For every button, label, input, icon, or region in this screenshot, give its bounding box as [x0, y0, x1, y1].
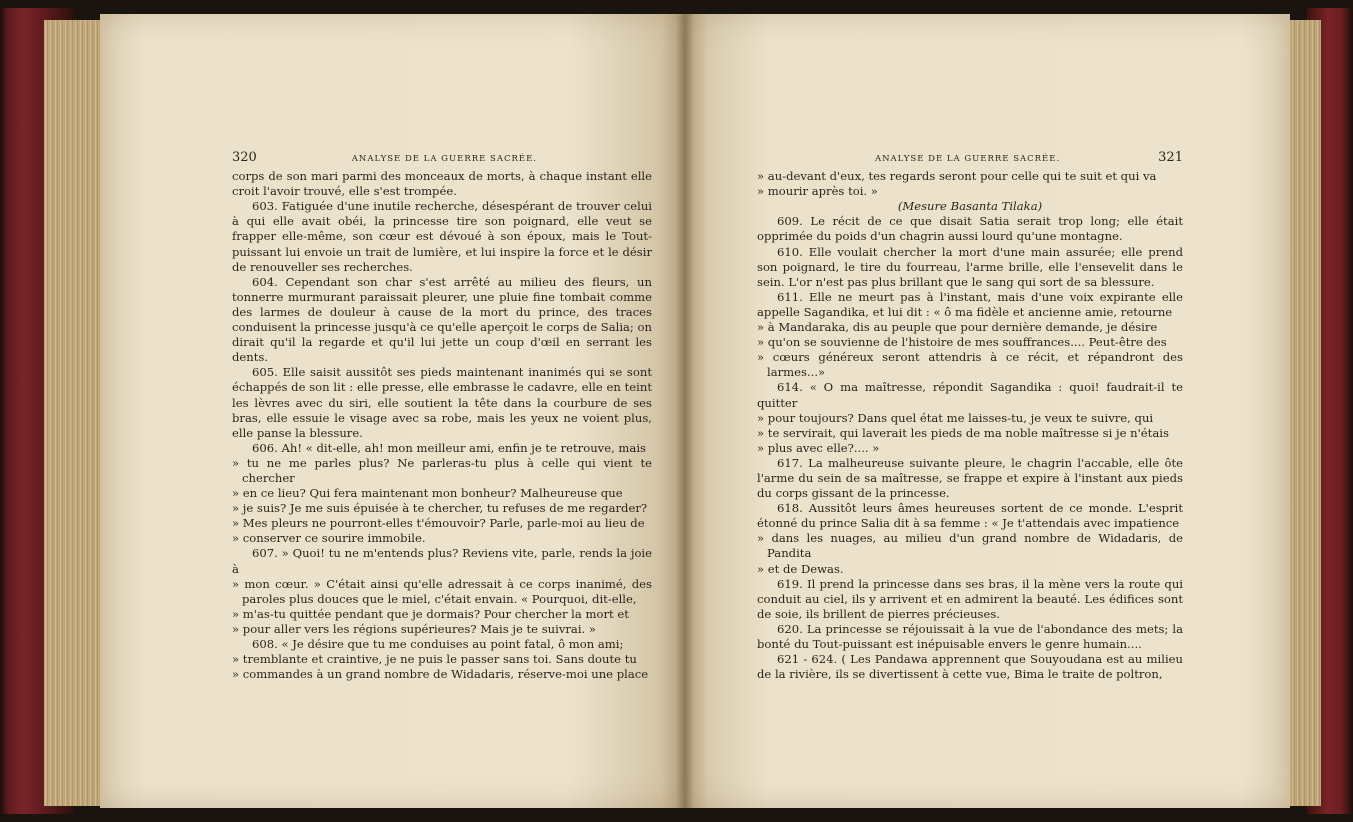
left-page-text	[232, 150, 652, 682]
paragraph: » m'as-tu quittée pendant que je dormais? Pour chercher la mort et	[232, 606, 629, 621]
paragraph: » en ce lieu? Qui fera maintenant mon bonheur? Malheureuse que	[232, 486, 623, 501]
paragraph: 609. Le récit de ce que disait Satia serait trop long; elle était opprimée du poids d'un chagrin aussi lourd qu'une montagne.	[757, 214, 1183, 244]
paragraph: » à Mandaraka, dis au peuple que pour dernière demande, je désire	[757, 320, 1158, 335]
right-page-text	[757, 150, 1183, 682]
left-page-body	[232, 169, 652, 682]
page-number: 321	[1158, 150, 1183, 165]
paragraph: 607. » Quoi! tu ne m'entends plus? Reviens vite, parle, rends la joie à	[232, 546, 652, 576]
paragraph: » tu ne me parles plus? Ne parleras-tu plus à celle qui vient te chercher	[232, 455, 652, 485]
paragraph: » qu'on se souvienne de l'histoire de mes souffrances.... Peut-être des	[757, 335, 1167, 350]
paragraph: » cœurs généreux seront attendris à ce récit, et répandront des larmes...»	[757, 350, 1183, 380]
paragraph: 610. Elle voulait chercher la mort d'une main assurée; elle prend son poignard, le tire du fourreau, l'arme brille, elle l'ensevelit dans le sein. L'or n'est pas plus brillant que le sang qui sort de sa blessure.	[757, 244, 1183, 289]
paragraph: » je suis? Je me suis épuisée à te chercher, tu refuses de me regarder?	[232, 501, 648, 516]
paragraph: 603. Fatiguée d'une inutile recherche, désespérant de trouver celui à qui elle avait obéi, la princesse tire son poignard, elle veut se frapper elle-même, son cœur est dévoué à son époux, mais le Tout-puissant lui envoie un trait de lumière, et lui inspire la force et le désir de renouveller ses recherches.	[232, 199, 652, 274]
paragraph: 619. Il prend la princesse dans ses bras, il la mène vers la route qui conduit au ciel, ils y arrivent et en admirent la beauté. Les édifices sont de soie, ils brillent de pierres précieuses.	[757, 576, 1183, 621]
paragraph: » te servirait, qui laverait les pieds de ma noble maîtresse si je n'étais	[757, 425, 1169, 440]
paragraph: » mon cœur. » C'était ainsi qu'elle adressait à ce corps inanimé, des paroles plus douces que le miel, c'était envain. « Pourquoi, dit-elle,	[232, 576, 652, 606]
paragraph: 605. Elle saisit aussitôt ses pieds maintenant inanimés qui se sont échappés de son lit : elle presse, elle embrasse le cadavre, elle en teint les lèvres avec du siri, elle soutient la tête dans la courbure de ses bras, elle essuie le visage avec sa robe, mais les yeux ne voient plus, elle panse la blessure.	[232, 365, 652, 440]
paragraph: » au-devant d'eux, tes regards seront pour celle qui te suit et qui va	[757, 169, 1157, 184]
paragraph: 617. La malheureuse suivante pleure, le chagrin l'accable, elle ôte l'arme du sein de sa maîtresse, se frappe et expire à l'instant aux pieds du corps gissant de la princesse.	[757, 455, 1183, 501]
paragraph: 608. « Je désire que tu me conduises au point fatal, ô mon ami;	[252, 637, 624, 651]
book-gutter	[676, 14, 694, 808]
paragraph: » commandes à un grand nombre de Widadaris, réserve-moi une place	[232, 667, 649, 682]
paragraph: 614. « O ma maîtresse, répondit Sagandika : quoi! faudrait-il te quitter	[757, 380, 1183, 410]
paragraph: » plus avec elle?.... »	[757, 440, 880, 455]
running-head: ANALYSE DE LA GUERRE SACRÉE.	[351, 154, 538, 164]
paragraph: » tremblante et craintive, je ne puis le passer sans toi. Sans doute tu	[232, 652, 637, 667]
paragraph: » mourir après toi. »	[757, 184, 878, 199]
paragraph: 620. La princesse se réjouissait à la vue de l'abondance des mets; la bonté du Tout-puissant est inépuisable envers le genre humain....	[757, 621, 1183, 651]
paragraph: corps de son mari parmi des monceaux de morts, à chaque instant elle croit l'avoir trouvé, elle s'est trompée.	[232, 169, 652, 199]
running-head: ANALYSE DE LA GUERRE SACRÉE.	[874, 154, 1061, 164]
paragraph: » pour aller vers les régions supérieures? Mais je te suivrai. »	[232, 621, 597, 636]
paragraph: » dans les nuages, au milieu d'un grand nombre de Widadaris, de Pandita	[757, 531, 1183, 561]
right-page-header	[757, 150, 1183, 167]
paragraph: 611. Elle ne meurt pas à l'instant, mais d'une voix expirante elle appelle Sagandika, et lui dit : « ô ma fidèle et ancienne amie, retourne	[757, 289, 1183, 319]
paragraph: » Mes pleurs ne pourront-elles t'émouvoir? Parle, parle-moi au lieu de	[232, 516, 645, 531]
left-page-header	[232, 150, 652, 167]
paragraph: 606. Ah! « dit-elle, ah! mon meilleur ami, enfin je te retrouve, mais	[252, 440, 647, 455]
paragraph: (Mesure Basanta Tilaka)	[897, 199, 1043, 214]
paragraph: » et de Dewas.	[757, 561, 844, 576]
paragraph: 621 - 624. ( Les Pandawa apprennent que Souyoudana est au milieu de la rivière, ils se divertissent à cette vue, Bima le traite de poltron,	[757, 652, 1183, 682]
left-page-edges	[44, 20, 106, 806]
paragraph: » conserver ce sourire immobile.	[232, 531, 426, 546]
paragraph: 618. Aussitôt leurs âmes heureuses sortent de ce monde. L'esprit étonné du prince Salia dit à sa femme : « Je t'attendais avec impatience	[757, 501, 1183, 531]
paragraph: 604. Cependant son char s'est arrêté au milieu des fleurs, un tonnerre murmurant paraissait pleurer, une pluie fine tombait comme des larmes de douleur à cause de la mort du prince, des traces conduisent la princesse jusqu'à ce qu'elle aperçoit le corps de Salia; on dirait qu'il la regarde et qu'il lui jette un coup d'œil en serrant les dents.	[232, 274, 652, 365]
page-number: 320	[232, 150, 257, 165]
right-page-body	[757, 169, 1183, 682]
paragraph: » pour toujours? Dans quel état me laisses-tu, je veux te suivre, qui	[757, 410, 1154, 425]
